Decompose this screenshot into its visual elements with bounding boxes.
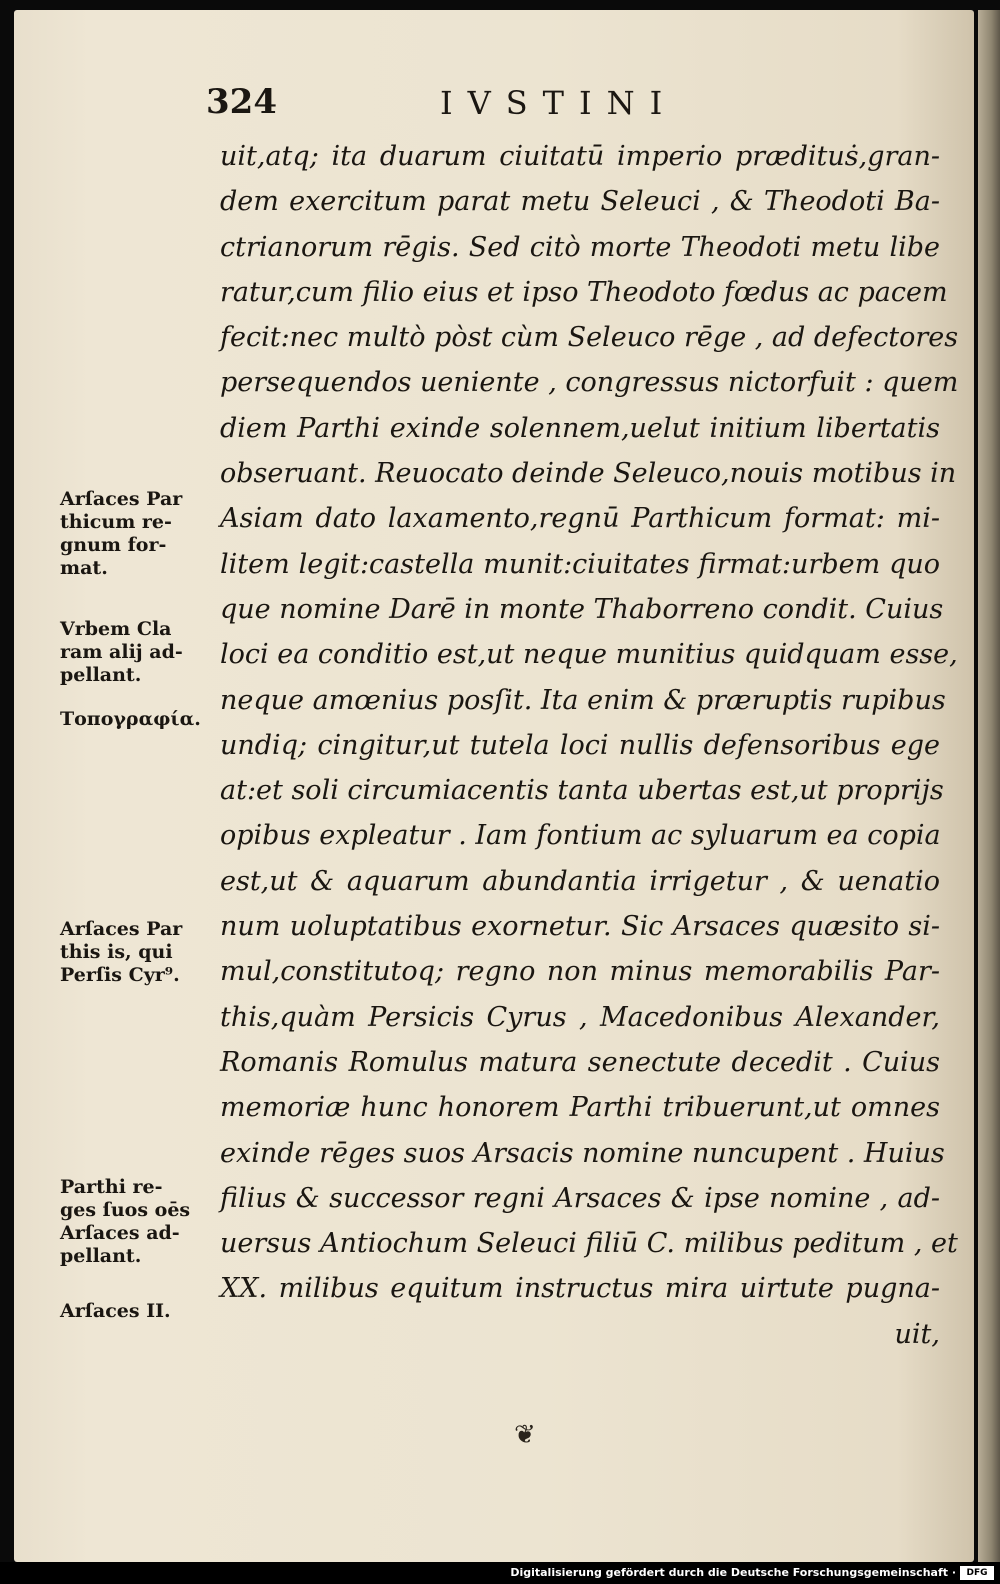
marginal-note-arsaces-parthis <box>60 918 220 987</box>
marginal-note-line: pellant. <box>60 664 142 686</box>
text-line: dem exercitum parat metu Seleuci , & Theodoti Ba- <box>220 186 940 218</box>
text-line: opibus expleatur . Iam fontium ac syluarum ea copia <box>220 820 941 852</box>
page-number: 324 <box>206 82 277 122</box>
marginal-note-line: ges ſuos oēs <box>60 1199 191 1221</box>
text-line: uit,atq; ita duarum ciuitatū imperio prædituṡ,gran- <box>220 141 940 172</box>
marginal-note-line: pellant. <box>60 1245 142 1267</box>
text-line: XX. milibus equitum instructus mira uirtute pugna- <box>220 1273 940 1305</box>
text-line: persequendos ueniente , congressus nictorfuit : quem <box>220 367 959 399</box>
marginal-note-topographia <box>60 708 220 731</box>
text-line: loci ea conditio est,ut neque munitius quidquam esse, <box>220 639 958 671</box>
text-line: neque amœnius posſit. Ita enim & præruptis rupibus <box>220 684 946 716</box>
marginal-note-urbem-clara <box>60 618 220 687</box>
marginal-note-line: thicum re- <box>60 511 172 533</box>
marginal-note-line: this is, qui <box>60 941 173 963</box>
text-line: undiq; cingitur,ut tutela loci nullis defensoribus ege <box>220 729 940 761</box>
marginal-note-line: gnum for- <box>60 534 167 556</box>
marginal-note-line: Parthi re- <box>60 1176 163 1198</box>
text-line: memoriæ hunc honorem Parthi tribuerunt,ut omnes <box>220 1092 940 1124</box>
book-spine-edge <box>978 10 1000 1562</box>
text-line: this,quàm Persicis Cyrus , Macedonibus Alexander, <box>220 1001 940 1033</box>
marginal-note-arsaces-ii <box>60 1300 220 1323</box>
marginal-note-line: Τοπογραφία. <box>60 708 201 730</box>
marginal-note-line: ram alij ad- <box>60 641 183 663</box>
main-text-block <box>220 134 959 1357</box>
digitization-footer <box>0 1562 1000 1584</box>
text-line: ctrianorum rēgis. Sed citò morte Theodoti metu libe <box>220 231 940 263</box>
text-line: Asiam dato laxamento,regnū Parthicum format: mi- <box>220 503 940 535</box>
marginal-note-arsaces-regnum <box>60 488 220 580</box>
text-line: Romanis Romulus matura senectute decedit . Cuius <box>220 1046 940 1078</box>
footer-credit: Digitalisierung gefördert durch die Deutsche Forschungsgemeinschaft · <box>510 1566 956 1579</box>
running-head <box>0 82 1000 122</box>
text-line: est,ut & aquarum abundantia irrigetur , & uenatio <box>220 865 940 897</box>
text-line: litem legit:castella munit:ciuitates firmat:urbem quo <box>220 548 940 580</box>
text-line: num uoluptatibus exornetur. Sic Arsaces quæsito si- <box>220 911 940 943</box>
text-line: fecit:nec multò pòst cùm Seleuco rēge , ad defectores <box>220 322 959 354</box>
text-line: filius & successor regni Arsaces & ipse nomine , ad- <box>220 1182 940 1214</box>
text-line: ratur,cum filio eius et ipso Theodoto fœdus ac pacem <box>220 276 948 308</box>
dfg-logo: DFG <box>960 1566 994 1580</box>
running-title: IVSTINI <box>440 84 678 122</box>
marginal-note-line: mat. <box>60 557 108 579</box>
marginal-note-line: Arſaces II. <box>60 1300 171 1322</box>
text-line: exinde rēges suos Arsacis nomine nuncupent . Huius <box>220 1137 945 1169</box>
marginal-note-line: Vrbem Cla <box>60 618 172 640</box>
text-line-catchword: uit, <box>894 1318 940 1350</box>
text-line: diem Parthi exinde solennem,uelut initium libertatis <box>220 412 940 444</box>
printers-ornament-icon: ❦ <box>514 1420 536 1450</box>
marginal-note-line: Arſaces Par <box>60 488 183 510</box>
marginal-note-parthi-reges <box>60 1176 220 1268</box>
text-line: at:et soli circumiacentis tanta ubertas est,ut proprijs <box>220 775 944 807</box>
marginal-note-line: Arſaces Par <box>60 918 183 940</box>
marginal-note-line: Perſis Cyr⁹. <box>60 964 180 986</box>
marginal-note-line: Arſaces ad- <box>60 1222 180 1244</box>
text-line: obseruant. Reuocato deinde Seleuco,nouis motibus in <box>220 458 957 490</box>
text-line: que nomine Darē in monte Thaborreno condit. Cuius <box>220 593 944 625</box>
text-line: uersus Antiochum Seleuci filiū C. milibus peditum , et <box>220 1228 958 1260</box>
text-line: mul,constitutoq; regno non minus memorabilis Par- <box>220 956 940 988</box>
